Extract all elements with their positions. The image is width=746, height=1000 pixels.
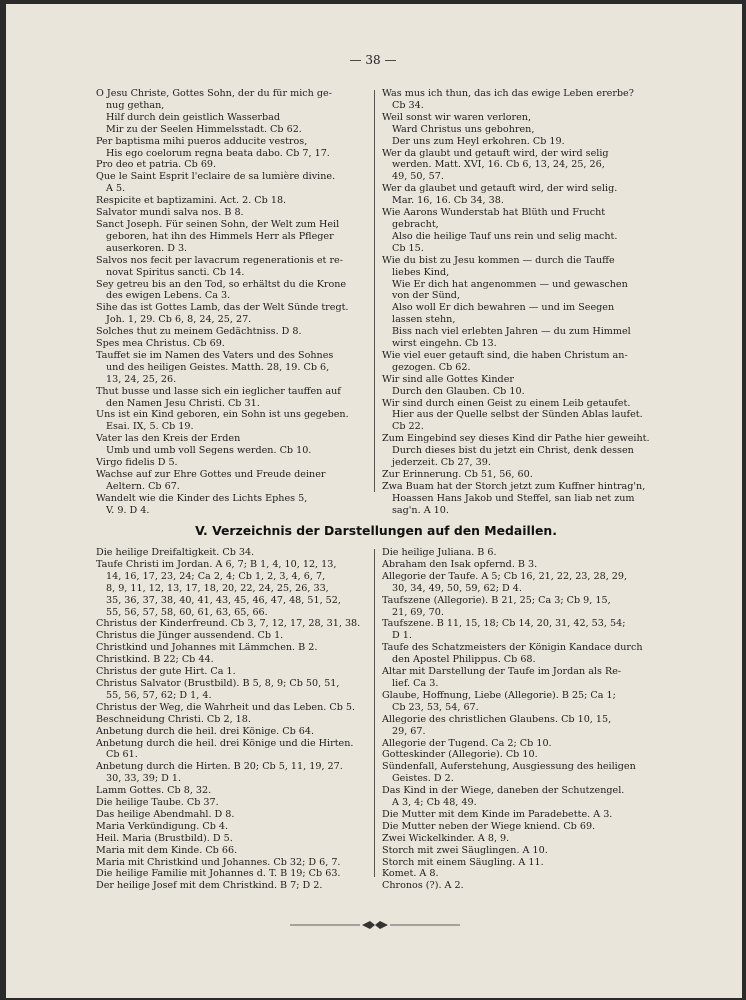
text-line: Die heilige Familie mit Johannes d. T. B 19; Cb 63.: [96, 868, 341, 880]
text-line: Uns ist ein Kind geboren, ein Sohn ist uns gegeben.: [96, 409, 349, 421]
inscriptions-left-column: [96, 88, 368, 517]
text-line: Abraham den Isak opfernd. B 3.: [382, 558, 538, 570]
text-line: Die Mutter mit dem Kinde im Paradebette. A 3.: [382, 808, 613, 820]
text-line: Durch dieses bist du jetzt ein Christ, denk dessen: [392, 445, 634, 457]
text-line: Ward Christus uns gebohren,: [392, 123, 535, 135]
text-line: geboren, hat ihn des Himmels Herr als Pfleger: [106, 230, 334, 242]
ornament-divider: [290, 920, 460, 930]
text-line: wirst eingehn. Cb 13.: [392, 338, 497, 350]
text-line: Storch mit einem Säugling. A 11.: [382, 856, 544, 868]
text-line: novat Spiritus sancti. Cb 14.: [106, 266, 245, 278]
text-line: Allegorie der Tugend. Ca 2; Cb 10.: [382, 737, 552, 749]
text-line: A 5.: [106, 183, 126, 195]
text-line: Esai. IX, 5. Cb 19.: [106, 421, 194, 433]
text-line: Wachse auf zur Ehre Gottes und Freude deiner: [96, 469, 326, 480]
text-line: Storch mit zwei Säuglingen. A 10.: [382, 844, 548, 856]
text-line: Zum Eingebind sey dieses Kind dir Pathe hier geweiht.: [382, 433, 650, 445]
text-line: Der heilige Josef mit dem Christkind. B 7; D 2.: [96, 880, 323, 892]
text-line: Spes mea Christus. Cb 69.: [96, 338, 225, 350]
page-number: — 38 —: [349, 53, 397, 67]
text-line: Durch den Glauben. Cb 10.: [392, 385, 525, 397]
text-line: Cb 22.: [392, 421, 424, 433]
text-line: Christus der gute Hirt. Ca 1.: [96, 666, 236, 678]
section-heading: V. Verzeichnis der Darstellungen auf den Medaillen.: [195, 523, 557, 538]
text-line: His ego coelorum regna beata dabo. Cb 7, 17.: [106, 147, 330, 159]
text-line: 30, 34, 49, 50, 59, 62; D 4.: [392, 582, 522, 594]
text-line: Taufe Christi im Jordan. A 6, 7; B 1, 4, 10, 12, 13,: [96, 558, 337, 570]
text-line: Christkind und Johannes mit Lämmchen. B 2.: [96, 642, 318, 654]
text-line: lassen stehn,: [392, 314, 456, 326]
text-line: Gotteskinder (Allegorie). Cb 10.: [382, 749, 538, 761]
text-line: Christus die Jünger aussendend. Cb 1.: [96, 630, 284, 642]
text-line: Cb 34.: [392, 99, 424, 111]
text-line: Allegorie der Taufe. A 5; Cb 16, 21, 22, 23, 28, 29,: [382, 570, 628, 582]
text-line: Taufszene (Allegorie). B 21, 25; Ca 3; Cb 9, 15,: [382, 594, 611, 606]
index-right-column: [382, 547, 658, 892]
text-line: 8, 9, 11, 12, 13, 17, 18, 20, 22, 24, 25, 26, 33,: [106, 582, 329, 594]
text-line: Komet. A 8.: [382, 868, 439, 880]
inscriptions-right-column: [382, 88, 656, 517]
text-line: Christkind. B 22; Cb 44.: [96, 654, 214, 666]
text-line: Hier aus der Quelle selbst der Sünden Ablas laufet.: [392, 409, 643, 421]
text-line: 55, 56, 57, 62; D 1, 4.: [106, 689, 212, 701]
text-line: Der uns zum Heyl erkohren. Cb 19.: [392, 135, 565, 147]
text-line: des ewigen Lebens. Ca 3.: [106, 290, 231, 302]
text-line: 13, 24, 25, 26.: [106, 373, 177, 385]
text-line: Cb 61.: [106, 749, 138, 761]
text-line: Heil. Maria (Brustbild). D 5.: [96, 832, 233, 844]
text-line: Chronos (?). A 2.: [382, 880, 464, 892]
text-line: Aeltern. Cb 67.: [106, 480, 180, 492]
text-line: Thut busse und lasse sich ein ieglicher tauffen auf: [96, 385, 341, 397]
text-line: Que le Saint Esprit l'eclaire de sa lumière divine.: [96, 171, 336, 183]
text-line: Wie Er dich hat angenommen — und gewaschen: [392, 278, 628, 290]
text-line: Wie viel euer getauft sind, die haben Christum an-: [382, 349, 628, 361]
text-line: Altar mit Darstellung der Taufe im Jordan als Re-: [382, 666, 622, 678]
text-line: Glaube, Hoffnung, Liebe (Allegorie). B 25; Ca 1;: [382, 689, 616, 701]
text-line: Joh. 1, 29. Cb 6, 8, 24, 25, 27.: [106, 314, 252, 326]
text-line: den Namen Jesu Christi. Cb 31.: [106, 397, 260, 409]
text-line: Wandelt wie die Kinder des Lichts Ephes 5,: [96, 492, 308, 504]
text-line: Anbetung durch die heil. drei Könige. Cb 64.: [96, 725, 315, 737]
text-line: Geistes. D 2.: [392, 773, 454, 785]
text-line: A 3, 4; Cb 48, 49.: [392, 797, 477, 809]
text-line: werden. Matt. XVI, 16. Cb 6, 13, 24, 25, 26,: [392, 159, 605, 171]
text-line: Christus der Kinderfreund. Cb 3, 7, 12, 17, 28, 31, 38.: [96, 618, 361, 630]
text-line: gebracht,: [392, 218, 439, 230]
text-line: Mar. 16, 16. Cb 34, 38.: [392, 195, 504, 207]
text-line: Wir sind durch einen Geist zu einem Leib getaufet.: [382, 397, 631, 409]
text-line: V. 9. D 4.: [106, 504, 150, 516]
text-line: Anbetung durch die Hirten. B 20; Cb 5, 11, 19, 27.: [96, 761, 343, 773]
text-line: Wie du bist zu Jesu kommen — durch die Tauffe: [382, 254, 615, 266]
text-line: D 1.: [392, 630, 412, 642]
text-line: Sihe das ist Gottes Lamb, das der Welt Sünde tregt.: [96, 302, 349, 314]
text-line: 35, 36, 37, 38, 40, 41, 43, 45, 46, 47, 48, 51, 52,: [106, 594, 341, 606]
text-line: den Apostel Philippus. Cb 68.: [392, 654, 536, 666]
text-line: Das heilige Abendmahl. D 8.: [96, 808, 235, 820]
text-line: und des heiligen Geistes. Matth. 28, 19. Cb 6,: [106, 361, 330, 373]
text-line: Salvator mundi salva nos. B 8.: [96, 207, 244, 219]
text-line: Solches thut zu meinem Gedächtniss. D 8.: [96, 326, 302, 338]
text-line: Die heilige Dreifaltigkeit. Cb 34.: [96, 547, 255, 558]
text-line: Maria mit Christkind und Johannes. Cb 32; D 6, 7.: [96, 856, 341, 868]
text-line: Also woll Er dich bewahren — und im Seegen: [392, 302, 615, 314]
text-line: Wie Aarons Wunderstab hat Blüth und Frucht: [382, 207, 606, 219]
text-line: Umb und umb voll Segens werden. Cb 10.: [106, 445, 312, 457]
text-line: Was mus ich thun, das ich das ewige Leben ererbe?: [382, 88, 634, 99]
text-line: Beschneidung Christi. Cb 2, 18.: [96, 713, 251, 725]
text-line: Cb 23, 53, 54, 67.: [392, 701, 479, 713]
text-line: Tauffet sie im Namen des Vaters und des Sohnes: [96, 349, 334, 361]
text-line: 49, 50, 57.: [392, 171, 444, 183]
text-line: 55, 56, 57, 58, 60, 61, 63, 65, 66.: [106, 606, 268, 618]
text-line: Wer da glaubet und getauft wird, der wird selig.: [382, 183, 618, 195]
column-divider: [374, 549, 375, 877]
text-line: Wir sind alle Gottes Kinder: [382, 373, 514, 385]
text-line: Salvos nos fecit per lavacrum regenerationis et re-: [96, 254, 343, 266]
text-line: sag'n. A 10.: [392, 504, 449, 516]
text-line: 14, 16, 17, 23, 24; Ca 2, 4; Cb 1, 2, 3, 4, 6, 7,: [106, 570, 326, 582]
text-line: 29, 67.: [392, 725, 426, 737]
index-left-column: [96, 547, 369, 892]
text-line: Christus der Weg, die Wahrheit und das Leben. Cb 5.: [96, 701, 356, 713]
text-line: 30, 33, 39; D 1.: [106, 773, 181, 785]
text-line: Wer da glaubt und getauft wird, der wird selig: [382, 147, 609, 159]
text-line: Biss nach viel erlebten Jahren — du zum Himmel: [392, 326, 631, 338]
text-line: gezogen. Cb 62.: [392, 361, 471, 373]
text-line: Maria Verkündigung. Cb 4.: [96, 820, 229, 832]
text-line: Taufe des Schatzmeisters der Königin Kandace durch: [382, 642, 643, 654]
text-line: Allegorie des christlichen Glaubens. Cb 10, 15,: [382, 713, 612, 725]
text-line: Die Mutter neben der Wiege kniend. Cb 69.: [382, 820, 596, 832]
text-line: Sanct Joseph. Für seinen Sohn, der Welt zum Heil: [96, 218, 340, 230]
text-line: Mir zu der Seelen Himmelsstadt. Cb 62.: [106, 123, 302, 135]
text-line: Cb 15.: [392, 242, 424, 254]
text-line: Sey getreu bis an den Tod, so erhältst du die Krone: [96, 278, 347, 290]
text-line: Lamm Gottes. Cb 8, 32.: [96, 785, 212, 797]
text-line: Die heilige Taube. Cb 37.: [96, 797, 219, 809]
text-line: Vater las den Kreis der Erden: [96, 433, 241, 445]
text-line: O Jesu Christe, Gottes Sohn, der du für mich ge-: [96, 88, 332, 99]
text-line: Weil sonst wir waren verloren,: [382, 111, 532, 123]
text-line: lief. Ca 3.: [392, 677, 439, 689]
text-line: auserkoren. D 3.: [106, 242, 188, 254]
text-line: Die heilige Juliana. B 6.: [382, 547, 497, 558]
text-line: Hoassen Hans Jakob und Steffel, san liab net zum: [392, 492, 635, 504]
text-line: Virgo fidelis D 5.: [96, 457, 178, 469]
text-line: Zwei Wickelkinder. A 8, 9.: [382, 832, 510, 844]
text-line: nug gethan,: [106, 99, 165, 111]
text-line: Sündenfall, Auferstehung, Ausgiessung des heiligen: [382, 761, 636, 773]
text-line: Christus Salvator (Brustbild). B 5, 8, 9; Cb 50, 51,: [96, 677, 340, 689]
text-line: jederzeit. Cb 27, 39.: [392, 457, 491, 469]
text-line: Hilf durch dein geistlich Wasserbad: [106, 111, 280, 123]
text-line: Zwa Buam hat der Storch jetzt zum Kuffner hintrag'n,: [382, 480, 646, 492]
text-line: Maria mit dem Kinde. Cb 66.: [96, 844, 238, 856]
text-line: Taufszene. B 11, 15, 18; Cb 14, 20, 31, 42, 53, 54;: [382, 618, 626, 630]
text-line: Anbetung durch die heil. drei Könige und die Hirten.: [96, 737, 354, 749]
text-line: Per baptisma mihi pueros adducite vestros,: [96, 135, 308, 147]
text-line: Also die heilige Tauf uns rein und selig macht.: [392, 230, 618, 242]
column-divider: [374, 90, 375, 492]
text-line: 21, 69, 70.: [392, 606, 444, 618]
text-line: liebes Kind,: [392, 266, 450, 278]
text-line: Das Kind in der Wiege, daneben der Schutzengel.: [382, 785, 625, 797]
text-line: Pro deo et patria. Cb 69.: [96, 159, 217, 171]
text-line: von der Sünd,: [392, 290, 460, 302]
text-line: Respicite et baptizamini. Act. 2. Cb 18.: [96, 195, 287, 207]
text-line: Zur Erinnerung. Cb 51, 56, 60.: [382, 469, 533, 480]
